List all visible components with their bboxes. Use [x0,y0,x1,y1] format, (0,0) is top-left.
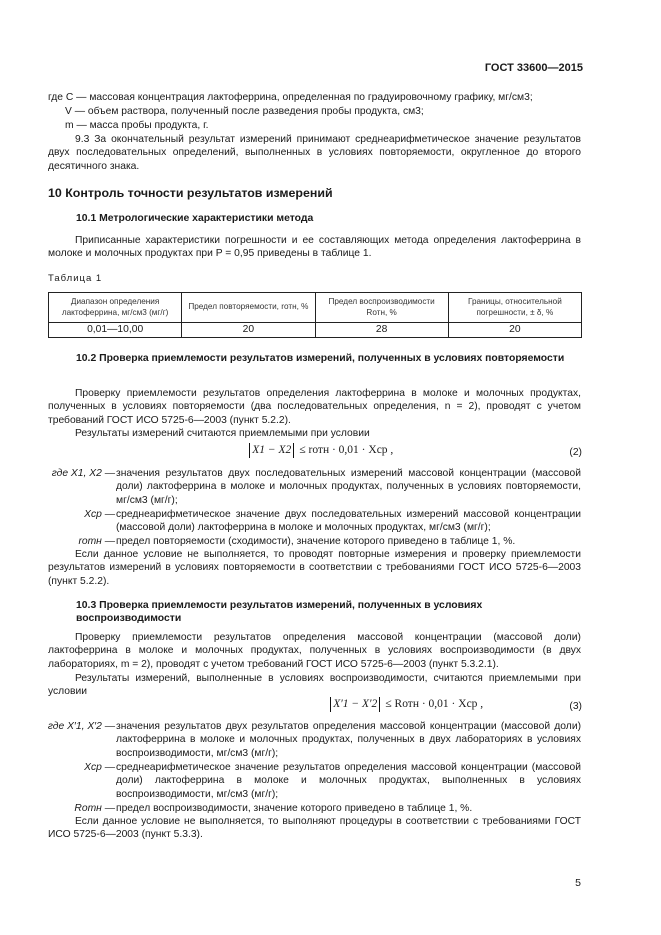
section-10-3-p1: Проверку приемлемости результатов определения массовой концентрации (массовой доли) лактоферрина в молоке и молочных продуктах, полученных в условиях воспроизводимости (в двух лабораториях, m = 2), проводят с учетом требований ГОСТ ИСО 5725-6—2003 (пункт 5.3.2.1). [48,632,581,670]
definition-text: предел повторяемости (сходимости), значение которого приведено в таблице 1, %. [116,536,516,547]
table-header-row [49,293,582,323]
definitions-10-2 [48,467,581,547]
section-10-2-p2: Результаты измерений считаются приемлемыми при условии [75,428,370,439]
top-def-c: где C — массовая концентрация лактоферрина, определенная по градуировочному графику, мг/см3; [48,92,533,103]
equation-3-number: (3) [569,701,582,712]
definition-text: предел воспроизводимости, значение которого приведено в таблице 1, %. [116,803,473,814]
top-def-m: m — масса пробы продукта, г. [65,120,209,131]
table-cell: 0,01—10,00 [49,323,182,338]
section-10-3-p2: Результаты измерений, выполненные в условиях воспроизводимости, считаются приемлемыми при условии [48,673,581,698]
definition-symbol: Xср — [84,509,115,520]
definition-symbol: где X′1, X′2 — [47,721,115,732]
definition-symbol: Xср — [84,762,115,773]
definition-symbol: где X1, X2 — [51,468,115,479]
definition-symbol: rотн — [78,536,115,547]
equation-2-number: (2) [569,447,582,458]
section-10-2-p3: Если данное условие не выполняется, то проводят повторные измерения и проверку приемлемости результатов измерений в условиях повторяемости в соответствии с требованиями ГОСТ ИСО 5725-6—2003 (пункт 5.2.2). [48,549,581,587]
paragraph-9-3: 9.3 За окончательный результат измерений принимают среднеарифметическое значение результатов двух последовательных определений, выполненных в условиях повторяемости, округленное до второго десятичного знака. [48,134,581,172]
definition-text: среднеарифметическое значение двух последовательных измерений массовой концентрации (массовой доли) лактоферрина в молоке и молочных продуктах, мг/см3 (мг/г); [116,509,581,534]
document-header: ГОСТ 33600—2015 [484,62,583,74]
section-10-2-p1: Проверку приемлемости результатов определения лактоферрина в молоке и молочных продуктах, полученных в условиях повторяемости (два последовательных определения, n = 2), проводят с учетом требований ГОСТ ИСО 5725-6—2003 (пункт 5.2.2). [48,388,581,426]
table-header-cell: Границы, относительной погрешности, ± δ, % [448,293,581,323]
equation-2 [247,443,393,458]
definition-text: значения результатов двух последовательных измерений массовой концентрации (массовой доли) лактоферрина в молоке и молочных продуктах, полученных в условиях повторяемости, мг/см3 (мг/г); [116,468,581,506]
definitions-10-3 [48,720,581,820]
equation-2-rhs: ≤ rотн · 0,01 · Xср , [299,444,394,457]
section-10-3-title: 10.3 Проверка приемлемости результатов измерений, полученных в условиях воспроизводимости [76,600,483,625]
table-header-cell: Диапазон определения лактоферрина, мг/см3 (мг/г) [49,293,182,323]
definition-symbol: Rотн — [74,803,115,814]
top-def-v: V — объем раствора, полученный после разведения пробы продукта, см3; [65,106,424,117]
table-cell: 20 [448,323,581,338]
page-number: 5 [575,877,581,889]
equation-3 [328,697,483,712]
table-cell: 20 [182,323,315,338]
section-10-1-title: 10.1 Метрологические характеристики метода [76,213,314,224]
table-cell: 28 [315,323,448,338]
definition-text: значения результатов двух результатов определения массовой концентрации (массовой доли) лактоферрина в молоке и молочных продуктах, полученных в двух лабораториях в условиях воспроизводимости, мг/см3 (мг/г); [116,721,581,759]
table-1-label: Таблица 1 [48,273,103,284]
section-10-1-text: Приписанные характеристики погрешности и ее составляющих метода определения лактоферрина в молоке и молочных продуктах при P = 0,95 приведены в таблице 1. [48,235,581,260]
table-1 [48,292,582,338]
equation-2-lhs: X1 − X2 [252,444,292,457]
table-header-cell: Предел воспроизводимости Rотн, % [315,293,448,323]
table-row [49,323,582,338]
section-10-3-p3: Если данное условие не выполняется, то выполняют процедуры в соответствии с требованиями ГОСТ ИСО 5725-6—2003 (пункт 5.3.3). [48,816,581,841]
equation-3-lhs: X′1 − X′2 [333,698,378,711]
section-10-title: 10 Контроль точности результатов измерений [48,186,333,200]
equation-3-rhs: ≤ Rотн · 0,01 · Xср , [385,698,484,711]
table-header-cell: Предел повторяемости, rотн, % [182,293,315,323]
section-10-2-title: 10.2 Проверка приемлемости результатов измерений, полученных в условиях повторяемости [76,353,565,364]
definition-text: среднеарифметическое значение результатов определения массовой концентрации (массовой доли) лактоферрина в молоке и молочных продуктах, выполненных в условиях воспроизводимости, мг/см3 (мг/г); [116,762,581,800]
